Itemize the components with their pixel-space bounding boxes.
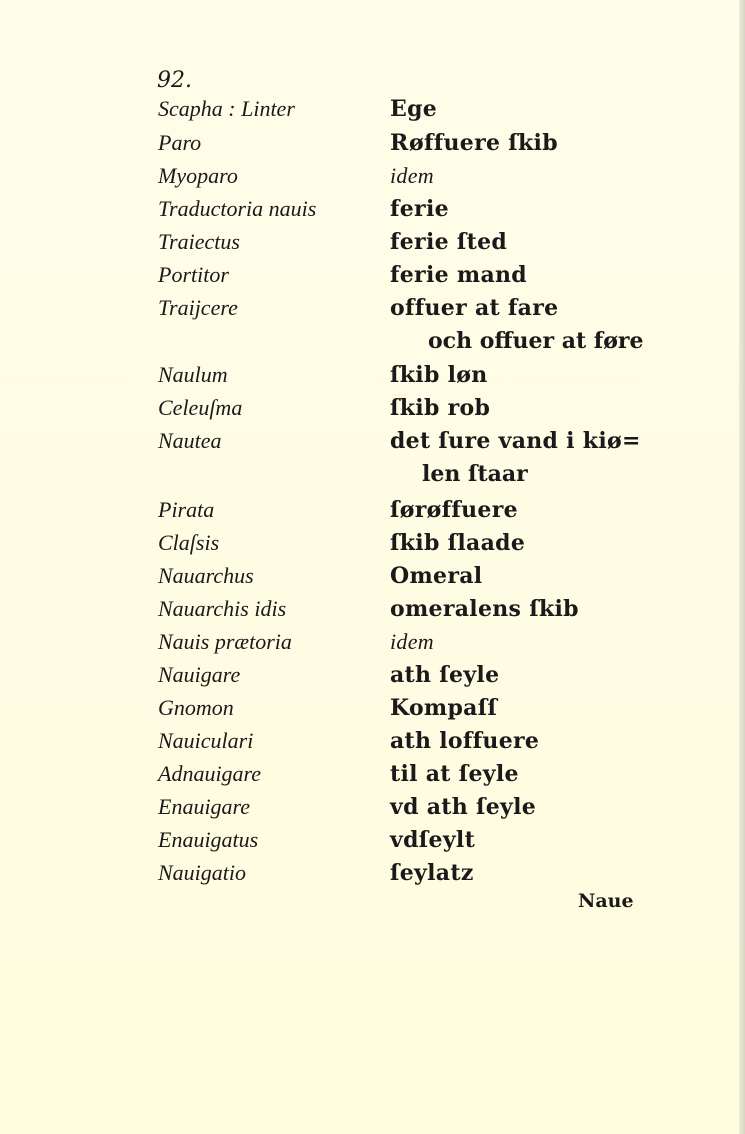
danish-translation: ſørøffuere bbox=[390, 497, 518, 523]
danish-continuation: och offuer at føre bbox=[428, 328, 644, 354]
latin-term: Traductoria nauis bbox=[158, 196, 317, 221]
glossary-entry bbox=[0, 395, 745, 429]
glossary-entry bbox=[0, 563, 745, 597]
latin-term: Adnauigare bbox=[158, 761, 262, 786]
danish-translation: ſkib løn bbox=[390, 362, 488, 388]
latin-term: Naulum bbox=[158, 362, 228, 387]
catchword: Naue bbox=[578, 890, 634, 912]
danish-translation: omeralens ſkib bbox=[390, 596, 579, 622]
glossary-entry bbox=[0, 196, 745, 230]
glossary-entry bbox=[0, 262, 745, 296]
glossary-entry bbox=[0, 130, 745, 164]
danish-translation: til at ſeyle bbox=[390, 761, 519, 787]
danish-translation: ath loffuere bbox=[390, 728, 540, 754]
latin-term: Nautea bbox=[158, 428, 222, 453]
danish-translation: ſkib rob bbox=[390, 395, 491, 421]
glossary-entry bbox=[0, 662, 745, 696]
danish-translation: idem bbox=[390, 629, 434, 654]
latin-term: Scapha : Linter bbox=[158, 96, 295, 121]
latin-term: Enauigare bbox=[158, 794, 251, 819]
latin-term: Myoparo bbox=[158, 163, 238, 188]
latin-term: Nauarchis idis bbox=[158, 596, 287, 621]
glossary-entry bbox=[0, 163, 745, 197]
danish-continuation: len ſtaar bbox=[422, 461, 528, 487]
glossary-entry bbox=[0, 96, 745, 130]
danish-translation: ath ſeyle bbox=[390, 662, 500, 688]
danish-translation: ferie mand bbox=[390, 262, 527, 288]
glossary-entry bbox=[0, 728, 745, 762]
danish-translation: det ſure vand i kiø= bbox=[390, 428, 641, 454]
danish-translation: ſeylatz bbox=[390, 860, 474, 886]
danish-translation: vd ath ſeyle bbox=[390, 794, 537, 820]
danish-translation: Omeral bbox=[390, 563, 483, 589]
danish-translation: ferie bbox=[390, 196, 449, 222]
latin-term: Nauigatio bbox=[158, 860, 247, 885]
latin-term: Traiectus bbox=[158, 229, 240, 254]
glossary-entry bbox=[0, 497, 745, 531]
danish-translation: ferie ſted bbox=[390, 229, 508, 255]
glossary-entry bbox=[0, 428, 745, 462]
latin-term: Nauigare bbox=[158, 662, 241, 687]
latin-term: Celeuſma bbox=[158, 395, 243, 420]
glossary-entry bbox=[0, 629, 745, 663]
danish-translation: idem bbox=[390, 163, 434, 188]
latin-term: Traijcere bbox=[158, 295, 238, 320]
glossary-entry bbox=[0, 695, 745, 729]
glossary-entry bbox=[0, 229, 745, 263]
glossary-entry bbox=[0, 827, 745, 861]
latin-term: Nauarchus bbox=[158, 563, 254, 588]
glossary-entry bbox=[0, 860, 745, 894]
danish-translation: offuer at fare bbox=[390, 295, 559, 321]
danish-translation: Ege bbox=[390, 96, 438, 122]
glossary-entry bbox=[0, 530, 745, 564]
glossary-entry bbox=[0, 761, 745, 795]
latin-term: Gnomon bbox=[158, 695, 234, 720]
glossary-entry bbox=[0, 295, 745, 329]
latin-term: Enauigatus bbox=[158, 827, 259, 852]
danish-translation: vdſeylt bbox=[390, 827, 476, 853]
danish-translation: Røffuere ſkib bbox=[390, 130, 558, 156]
latin-term: Paro bbox=[158, 130, 202, 155]
latin-term: Pirata bbox=[158, 497, 215, 522]
latin-term: Nauiculari bbox=[158, 728, 254, 753]
danish-translation: Kompaſſ bbox=[390, 695, 498, 721]
glossary-entry bbox=[0, 794, 745, 828]
glossary-entry bbox=[0, 596, 745, 630]
latin-term: Claſsis bbox=[158, 530, 220, 555]
latin-term: Portitor bbox=[158, 262, 229, 287]
latin-term: Nauis prætoria bbox=[158, 629, 292, 654]
page-number: 92. bbox=[157, 68, 192, 93]
glossary-entry bbox=[0, 362, 745, 396]
danish-translation: ſkib ſlaade bbox=[390, 530, 526, 556]
